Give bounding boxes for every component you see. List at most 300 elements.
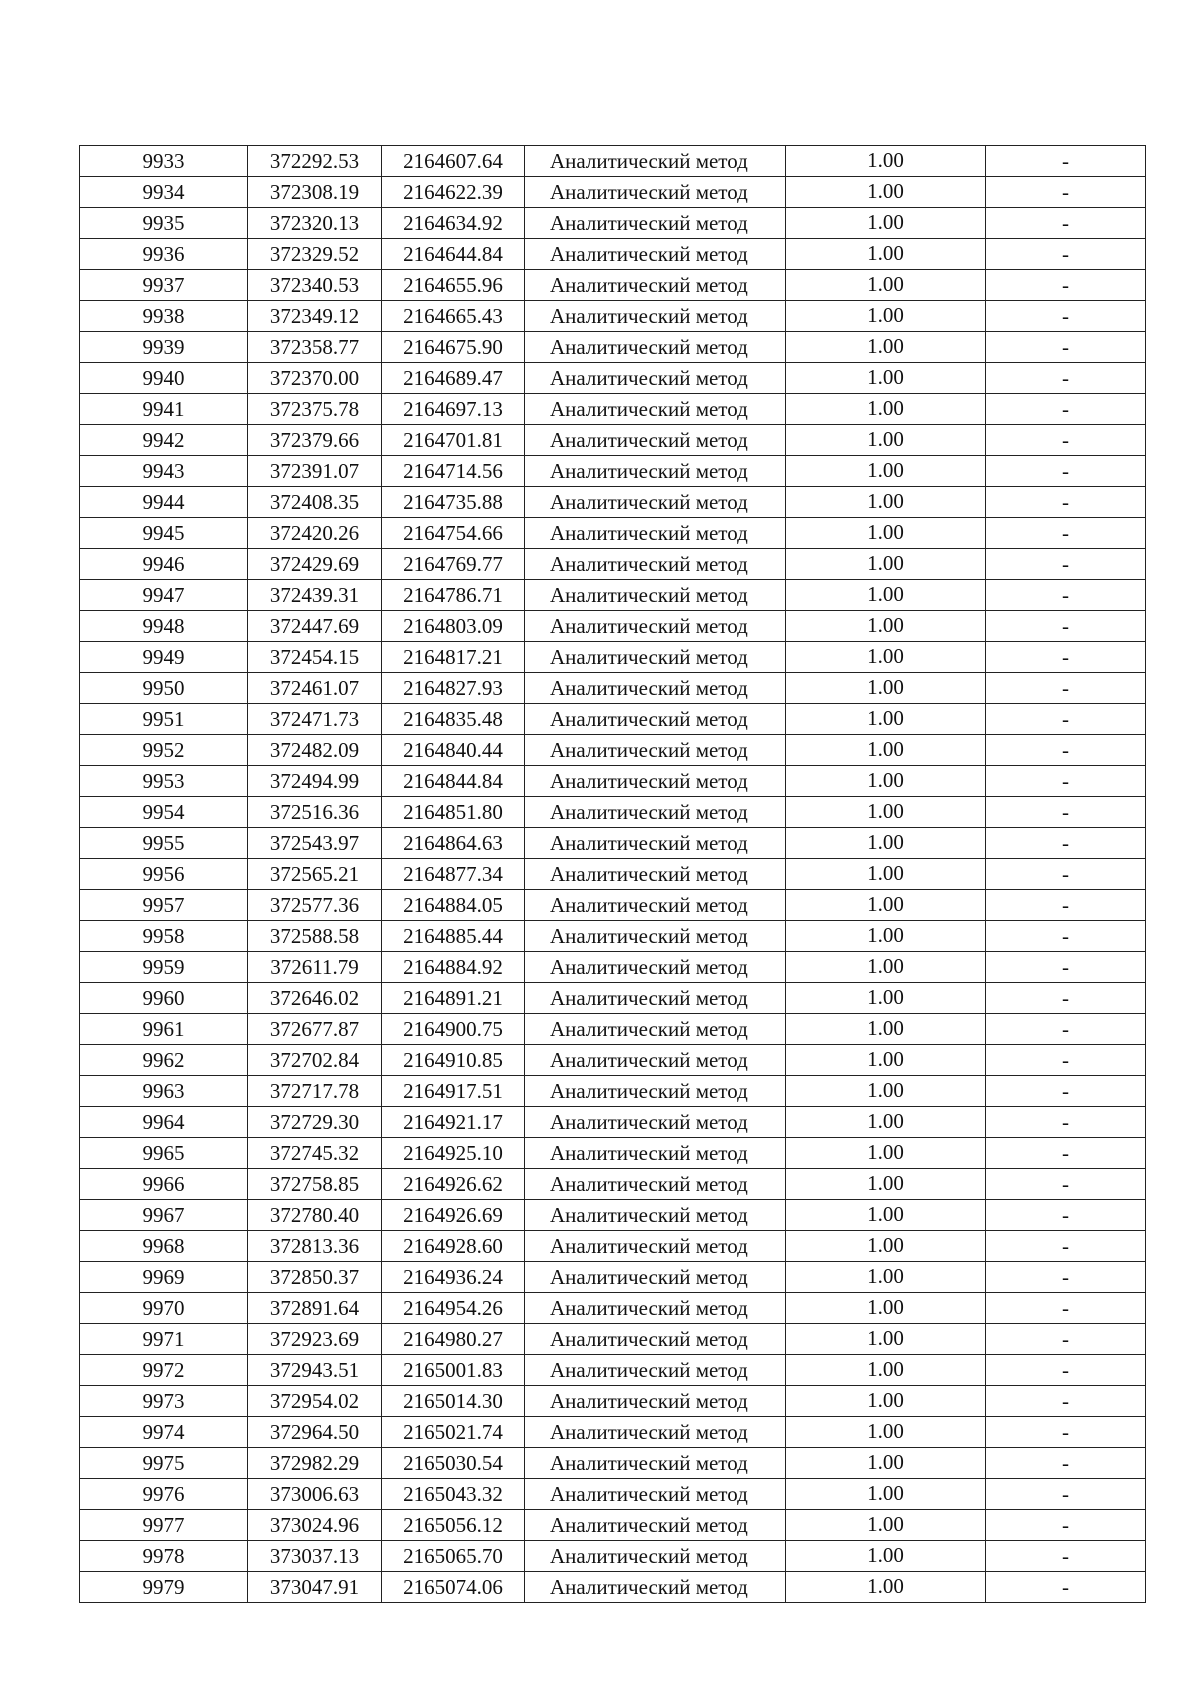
note-cell: - xyxy=(986,1355,1146,1386)
x-coordinate-cell: 372329.52 xyxy=(248,239,382,270)
y-coordinate-cell: 2164926.69 xyxy=(382,1200,525,1231)
y-coordinate-cell: 2164954.26 xyxy=(382,1293,525,1324)
accuracy-cell: 1.00 xyxy=(786,1572,986,1603)
x-coordinate-cell: 372292.53 xyxy=(248,146,382,177)
accuracy-cell: 1.00 xyxy=(786,1386,986,1417)
y-coordinate-cell: 2164844.84 xyxy=(382,766,525,797)
note-cell: - xyxy=(986,239,1146,270)
table-row xyxy=(80,1448,1146,1479)
method-cell: Аналитический метод xyxy=(525,1448,786,1479)
table-row xyxy=(80,363,1146,394)
note-cell: - xyxy=(986,704,1146,735)
method-cell: Аналитический метод xyxy=(525,425,786,456)
y-coordinate-cell: 2164864.63 xyxy=(382,828,525,859)
method-cell: Аналитический метод xyxy=(525,952,786,983)
note-cell: - xyxy=(986,208,1146,239)
x-coordinate-cell: 372577.36 xyxy=(248,890,382,921)
note-cell: - xyxy=(986,952,1146,983)
table-row xyxy=(80,983,1146,1014)
y-coordinate-cell: 2164607.64 xyxy=(382,146,525,177)
table-body xyxy=(80,146,1146,1603)
x-coordinate-cell: 372340.53 xyxy=(248,270,382,301)
x-coordinate-cell: 372439.31 xyxy=(248,580,382,611)
note-cell: - xyxy=(986,1231,1146,1262)
point-number-cell: 9971 xyxy=(80,1324,248,1355)
coordinates-table xyxy=(79,145,1146,1603)
accuracy-cell: 1.00 xyxy=(786,425,986,456)
note-cell: - xyxy=(986,1448,1146,1479)
y-coordinate-cell: 2164900.75 xyxy=(382,1014,525,1045)
accuracy-cell: 1.00 xyxy=(786,1510,986,1541)
point-number-cell: 9934 xyxy=(80,177,248,208)
point-number-cell: 9977 xyxy=(80,1510,248,1541)
accuracy-cell: 1.00 xyxy=(786,270,986,301)
table-row xyxy=(80,890,1146,921)
method-cell: Аналитический метод xyxy=(525,890,786,921)
table-row xyxy=(80,642,1146,673)
point-number-cell: 9961 xyxy=(80,1014,248,1045)
point-number-cell: 9951 xyxy=(80,704,248,735)
point-number-cell: 9979 xyxy=(80,1572,248,1603)
point-number-cell: 9954 xyxy=(80,797,248,828)
x-coordinate-cell: 372982.29 xyxy=(248,1448,382,1479)
x-coordinate-cell: 372813.36 xyxy=(248,1231,382,1262)
method-cell: Аналитический метод xyxy=(525,735,786,766)
point-number-cell: 9965 xyxy=(80,1138,248,1169)
table-row xyxy=(80,766,1146,797)
point-number-cell: 9964 xyxy=(80,1107,248,1138)
accuracy-cell: 1.00 xyxy=(786,487,986,518)
method-cell: Аналитический метод xyxy=(525,518,786,549)
point-number-cell: 9966 xyxy=(80,1169,248,1200)
method-cell: Аналитический метод xyxy=(525,208,786,239)
accuracy-cell: 1.00 xyxy=(786,828,986,859)
point-number-cell: 9970 xyxy=(80,1293,248,1324)
x-coordinate-cell: 372370.00 xyxy=(248,363,382,394)
y-coordinate-cell: 2164835.48 xyxy=(382,704,525,735)
note-cell: - xyxy=(986,1510,1146,1541)
note-cell: - xyxy=(986,611,1146,642)
method-cell: Аналитический метод xyxy=(525,549,786,580)
method-cell: Аналитический метод xyxy=(525,239,786,270)
method-cell: Аналитический метод xyxy=(525,704,786,735)
method-cell: Аналитический метод xyxy=(525,1541,786,1572)
note-cell: - xyxy=(986,1138,1146,1169)
y-coordinate-cell: 2165056.12 xyxy=(382,1510,525,1541)
x-coordinate-cell: 372717.78 xyxy=(248,1076,382,1107)
accuracy-cell: 1.00 xyxy=(786,642,986,673)
y-coordinate-cell: 2164655.96 xyxy=(382,270,525,301)
point-number-cell: 9938 xyxy=(80,301,248,332)
accuracy-cell: 1.00 xyxy=(786,1541,986,1572)
accuracy-cell: 1.00 xyxy=(786,239,986,270)
x-coordinate-cell: 372611.79 xyxy=(248,952,382,983)
point-number-cell: 9950 xyxy=(80,673,248,704)
y-coordinate-cell: 2165001.83 xyxy=(382,1355,525,1386)
method-cell: Аналитический метод xyxy=(525,1231,786,1262)
point-number-cell: 9958 xyxy=(80,921,248,952)
method-cell: Аналитический метод xyxy=(525,1324,786,1355)
method-cell: Аналитический метод xyxy=(525,1045,786,1076)
point-number-cell: 9941 xyxy=(80,394,248,425)
x-coordinate-cell: 372461.07 xyxy=(248,673,382,704)
x-coordinate-cell: 372494.99 xyxy=(248,766,382,797)
x-coordinate-cell: 372471.73 xyxy=(248,704,382,735)
y-coordinate-cell: 2164634.92 xyxy=(382,208,525,239)
note-cell: - xyxy=(986,859,1146,890)
table-row xyxy=(80,735,1146,766)
accuracy-cell: 1.00 xyxy=(786,518,986,549)
y-coordinate-cell: 2164714.56 xyxy=(382,456,525,487)
point-number-cell: 9963 xyxy=(80,1076,248,1107)
table-row xyxy=(80,425,1146,456)
x-coordinate-cell: 372758.85 xyxy=(248,1169,382,1200)
table-row xyxy=(80,1169,1146,1200)
accuracy-cell: 1.00 xyxy=(786,673,986,704)
table-row xyxy=(80,859,1146,890)
y-coordinate-cell: 2164921.17 xyxy=(382,1107,525,1138)
point-number-cell: 9947 xyxy=(80,580,248,611)
point-number-cell: 9953 xyxy=(80,766,248,797)
method-cell: Аналитический метод xyxy=(525,1107,786,1138)
accuracy-cell: 1.00 xyxy=(786,1076,986,1107)
note-cell: - xyxy=(986,1076,1146,1107)
x-coordinate-cell: 372454.15 xyxy=(248,642,382,673)
method-cell: Аналитический метод xyxy=(525,270,786,301)
x-coordinate-cell: 372447.69 xyxy=(248,611,382,642)
note-cell: - xyxy=(986,394,1146,425)
x-coordinate-cell: 372308.19 xyxy=(248,177,382,208)
table-row xyxy=(80,952,1146,983)
point-number-cell: 9973 xyxy=(80,1386,248,1417)
table-row xyxy=(80,1138,1146,1169)
x-coordinate-cell: 372379.66 xyxy=(248,425,382,456)
note-cell: - xyxy=(986,332,1146,363)
point-number-cell: 9933 xyxy=(80,146,248,177)
table-row xyxy=(80,1386,1146,1417)
point-number-cell: 9974 xyxy=(80,1417,248,1448)
table-row xyxy=(80,1572,1146,1603)
accuracy-cell: 1.00 xyxy=(786,983,986,1014)
point-number-cell: 9955 xyxy=(80,828,248,859)
method-cell: Аналитический метод xyxy=(525,1076,786,1107)
x-coordinate-cell: 372320.13 xyxy=(248,208,382,239)
point-number-cell: 9957 xyxy=(80,890,248,921)
method-cell: Аналитический метод xyxy=(525,580,786,611)
note-cell: - xyxy=(986,890,1146,921)
y-coordinate-cell: 2164936.24 xyxy=(382,1262,525,1293)
point-number-cell: 9946 xyxy=(80,549,248,580)
note-cell: - xyxy=(986,363,1146,394)
point-number-cell: 9967 xyxy=(80,1200,248,1231)
point-number-cell: 9943 xyxy=(80,456,248,487)
y-coordinate-cell: 2165043.32 xyxy=(382,1479,525,1510)
y-coordinate-cell: 2165030.54 xyxy=(382,1448,525,1479)
y-coordinate-cell: 2164622.39 xyxy=(382,177,525,208)
x-coordinate-cell: 372729.30 xyxy=(248,1107,382,1138)
table-row xyxy=(80,1107,1146,1138)
note-cell: - xyxy=(986,797,1146,828)
accuracy-cell: 1.00 xyxy=(786,1138,986,1169)
note-cell: - xyxy=(986,177,1146,208)
accuracy-cell: 1.00 xyxy=(786,301,986,332)
accuracy-cell: 1.00 xyxy=(786,704,986,735)
note-cell: - xyxy=(986,1262,1146,1293)
x-coordinate-cell: 372646.02 xyxy=(248,983,382,1014)
note-cell: - xyxy=(986,1417,1146,1448)
y-coordinate-cell: 2164769.77 xyxy=(382,549,525,580)
table-row xyxy=(80,1076,1146,1107)
y-coordinate-cell: 2164803.09 xyxy=(382,611,525,642)
accuracy-cell: 1.00 xyxy=(786,1169,986,1200)
note-cell: - xyxy=(986,1324,1146,1355)
point-number-cell: 9976 xyxy=(80,1479,248,1510)
x-coordinate-cell: 372745.32 xyxy=(248,1138,382,1169)
table-row xyxy=(80,828,1146,859)
accuracy-cell: 1.00 xyxy=(786,1448,986,1479)
x-coordinate-cell: 372358.77 xyxy=(248,332,382,363)
x-coordinate-cell: 372677.87 xyxy=(248,1014,382,1045)
method-cell: Аналитический метод xyxy=(525,394,786,425)
point-number-cell: 9949 xyxy=(80,642,248,673)
accuracy-cell: 1.00 xyxy=(786,394,986,425)
point-number-cell: 9952 xyxy=(80,735,248,766)
x-coordinate-cell: 372891.64 xyxy=(248,1293,382,1324)
note-cell: - xyxy=(986,580,1146,611)
method-cell: Аналитический метод xyxy=(525,363,786,394)
note-cell: - xyxy=(986,518,1146,549)
x-coordinate-cell: 372349.12 xyxy=(248,301,382,332)
accuracy-cell: 1.00 xyxy=(786,1045,986,1076)
note-cell: - xyxy=(986,828,1146,859)
point-number-cell: 9940 xyxy=(80,363,248,394)
note-cell: - xyxy=(986,1293,1146,1324)
x-coordinate-cell: 372964.50 xyxy=(248,1417,382,1448)
accuracy-cell: 1.00 xyxy=(786,1231,986,1262)
method-cell: Аналитический метод xyxy=(525,1479,786,1510)
accuracy-cell: 1.00 xyxy=(786,1107,986,1138)
table-row xyxy=(80,394,1146,425)
y-coordinate-cell: 2164925.10 xyxy=(382,1138,525,1169)
note-cell: - xyxy=(986,983,1146,1014)
y-coordinate-cell: 2164884.05 xyxy=(382,890,525,921)
table-row xyxy=(80,1262,1146,1293)
accuracy-cell: 1.00 xyxy=(786,580,986,611)
method-cell: Аналитический метод xyxy=(525,983,786,1014)
y-coordinate-cell: 2164817.21 xyxy=(382,642,525,673)
y-coordinate-cell: 2165014.30 xyxy=(382,1386,525,1417)
accuracy-cell: 1.00 xyxy=(786,549,986,580)
y-coordinate-cell: 2164735.88 xyxy=(382,487,525,518)
x-coordinate-cell: 372429.69 xyxy=(248,549,382,580)
table-row xyxy=(80,1541,1146,1572)
point-number-cell: 9975 xyxy=(80,1448,248,1479)
x-coordinate-cell: 372780.40 xyxy=(248,1200,382,1231)
note-cell: - xyxy=(986,766,1146,797)
x-coordinate-cell: 373047.91 xyxy=(248,1572,382,1603)
method-cell: Аналитический метод xyxy=(525,487,786,518)
method-cell: Аналитический метод xyxy=(525,921,786,952)
point-number-cell: 9972 xyxy=(80,1355,248,1386)
table-row xyxy=(80,1510,1146,1541)
y-coordinate-cell: 2164851.80 xyxy=(382,797,525,828)
point-number-cell: 9936 xyxy=(80,239,248,270)
accuracy-cell: 1.00 xyxy=(786,1479,986,1510)
point-number-cell: 9935 xyxy=(80,208,248,239)
method-cell: Аналитический метод xyxy=(525,1417,786,1448)
method-cell: Аналитический метод xyxy=(525,859,786,890)
note-cell: - xyxy=(986,301,1146,332)
accuracy-cell: 1.00 xyxy=(786,456,986,487)
y-coordinate-cell: 2164884.92 xyxy=(382,952,525,983)
note-cell: - xyxy=(986,1045,1146,1076)
note-cell: - xyxy=(986,735,1146,766)
table-row xyxy=(80,518,1146,549)
table-row xyxy=(80,301,1146,332)
point-number-cell: 9978 xyxy=(80,1541,248,1572)
point-number-cell: 9942 xyxy=(80,425,248,456)
y-coordinate-cell: 2164926.62 xyxy=(382,1169,525,1200)
x-coordinate-cell: 372588.58 xyxy=(248,921,382,952)
accuracy-cell: 1.00 xyxy=(786,1324,986,1355)
method-cell: Аналитический метод xyxy=(525,146,786,177)
method-cell: Аналитический метод xyxy=(525,797,786,828)
table-row xyxy=(80,611,1146,642)
accuracy-cell: 1.00 xyxy=(786,332,986,363)
note-cell: - xyxy=(986,921,1146,952)
method-cell: Аналитический метод xyxy=(525,332,786,363)
y-coordinate-cell: 2165021.74 xyxy=(382,1417,525,1448)
table-row xyxy=(80,580,1146,611)
point-number-cell: 9968 xyxy=(80,1231,248,1262)
accuracy-cell: 1.00 xyxy=(786,1014,986,1045)
accuracy-cell: 1.00 xyxy=(786,766,986,797)
accuracy-cell: 1.00 xyxy=(786,797,986,828)
point-number-cell: 9959 xyxy=(80,952,248,983)
point-number-cell: 9948 xyxy=(80,611,248,642)
point-number-cell: 9969 xyxy=(80,1262,248,1293)
y-coordinate-cell: 2165065.70 xyxy=(382,1541,525,1572)
accuracy-cell: 1.00 xyxy=(786,1200,986,1231)
table-row xyxy=(80,1324,1146,1355)
note-cell: - xyxy=(986,1107,1146,1138)
method-cell: Аналитический метод xyxy=(525,1138,786,1169)
note-cell: - xyxy=(986,1541,1146,1572)
y-coordinate-cell: 2164689.47 xyxy=(382,363,525,394)
method-cell: Аналитический метод xyxy=(525,456,786,487)
accuracy-cell: 1.00 xyxy=(786,921,986,952)
y-coordinate-cell: 2164701.81 xyxy=(382,425,525,456)
table-row xyxy=(80,797,1146,828)
y-coordinate-cell: 2164754.66 xyxy=(382,518,525,549)
table-row xyxy=(80,673,1146,704)
x-coordinate-cell: 372702.84 xyxy=(248,1045,382,1076)
method-cell: Аналитический метод xyxy=(525,1355,786,1386)
note-cell: - xyxy=(986,1200,1146,1231)
x-coordinate-cell: 373006.63 xyxy=(248,1479,382,1510)
accuracy-cell: 1.00 xyxy=(786,1355,986,1386)
accuracy-cell: 1.00 xyxy=(786,1293,986,1324)
table-row xyxy=(80,1293,1146,1324)
note-cell: - xyxy=(986,1572,1146,1603)
x-coordinate-cell: 372420.26 xyxy=(248,518,382,549)
x-coordinate-cell: 372375.78 xyxy=(248,394,382,425)
x-coordinate-cell: 372565.21 xyxy=(248,859,382,890)
table-row xyxy=(80,549,1146,580)
table-row xyxy=(80,1014,1146,1045)
table-row xyxy=(80,921,1146,952)
y-coordinate-cell: 2164891.21 xyxy=(382,983,525,1014)
table-row xyxy=(80,177,1146,208)
accuracy-cell: 1.00 xyxy=(786,208,986,239)
note-cell: - xyxy=(986,1169,1146,1200)
method-cell: Аналитический метод xyxy=(525,177,786,208)
note-cell: - xyxy=(986,1386,1146,1417)
table-row xyxy=(80,1417,1146,1448)
y-coordinate-cell: 2164665.43 xyxy=(382,301,525,332)
x-coordinate-cell: 372850.37 xyxy=(248,1262,382,1293)
x-coordinate-cell: 372482.09 xyxy=(248,735,382,766)
method-cell: Аналитический метод xyxy=(525,1510,786,1541)
x-coordinate-cell: 372954.02 xyxy=(248,1386,382,1417)
note-cell: - xyxy=(986,270,1146,301)
table-row xyxy=(80,487,1146,518)
point-number-cell: 9945 xyxy=(80,518,248,549)
table-row xyxy=(80,1045,1146,1076)
y-coordinate-cell: 2164675.90 xyxy=(382,332,525,363)
point-number-cell: 9939 xyxy=(80,332,248,363)
x-coordinate-cell: 372943.51 xyxy=(248,1355,382,1386)
y-coordinate-cell: 2164877.34 xyxy=(382,859,525,890)
accuracy-cell: 1.00 xyxy=(786,177,986,208)
table-row xyxy=(80,456,1146,487)
y-coordinate-cell: 2165074.06 xyxy=(382,1572,525,1603)
note-cell: - xyxy=(986,1479,1146,1510)
point-number-cell: 9962 xyxy=(80,1045,248,1076)
x-coordinate-cell: 373037.13 xyxy=(248,1541,382,1572)
accuracy-cell: 1.00 xyxy=(786,1417,986,1448)
method-cell: Аналитический метод xyxy=(525,1262,786,1293)
y-coordinate-cell: 2164697.13 xyxy=(382,394,525,425)
x-coordinate-cell: 372543.97 xyxy=(248,828,382,859)
point-number-cell: 9937 xyxy=(80,270,248,301)
note-cell: - xyxy=(986,642,1146,673)
y-coordinate-cell: 2164910.85 xyxy=(382,1045,525,1076)
method-cell: Аналитический метод xyxy=(525,828,786,859)
y-coordinate-cell: 2164980.27 xyxy=(382,1324,525,1355)
point-number-cell: 9960 xyxy=(80,983,248,1014)
method-cell: Аналитический метод xyxy=(525,642,786,673)
accuracy-cell: 1.00 xyxy=(786,146,986,177)
x-coordinate-cell: 372408.35 xyxy=(248,487,382,518)
table-row xyxy=(80,332,1146,363)
x-coordinate-cell: 372923.69 xyxy=(248,1324,382,1355)
point-number-cell: 9944 xyxy=(80,487,248,518)
method-cell: Аналитический метод xyxy=(525,673,786,704)
accuracy-cell: 1.00 xyxy=(786,952,986,983)
note-cell: - xyxy=(986,425,1146,456)
x-coordinate-cell: 372391.07 xyxy=(248,456,382,487)
y-coordinate-cell: 2164786.71 xyxy=(382,580,525,611)
table-row xyxy=(80,1231,1146,1262)
note-cell: - xyxy=(986,673,1146,704)
accuracy-cell: 1.00 xyxy=(786,735,986,766)
table-row xyxy=(80,146,1146,177)
table-row xyxy=(80,239,1146,270)
accuracy-cell: 1.00 xyxy=(786,1262,986,1293)
method-cell: Аналитический метод xyxy=(525,611,786,642)
table-row xyxy=(80,208,1146,239)
